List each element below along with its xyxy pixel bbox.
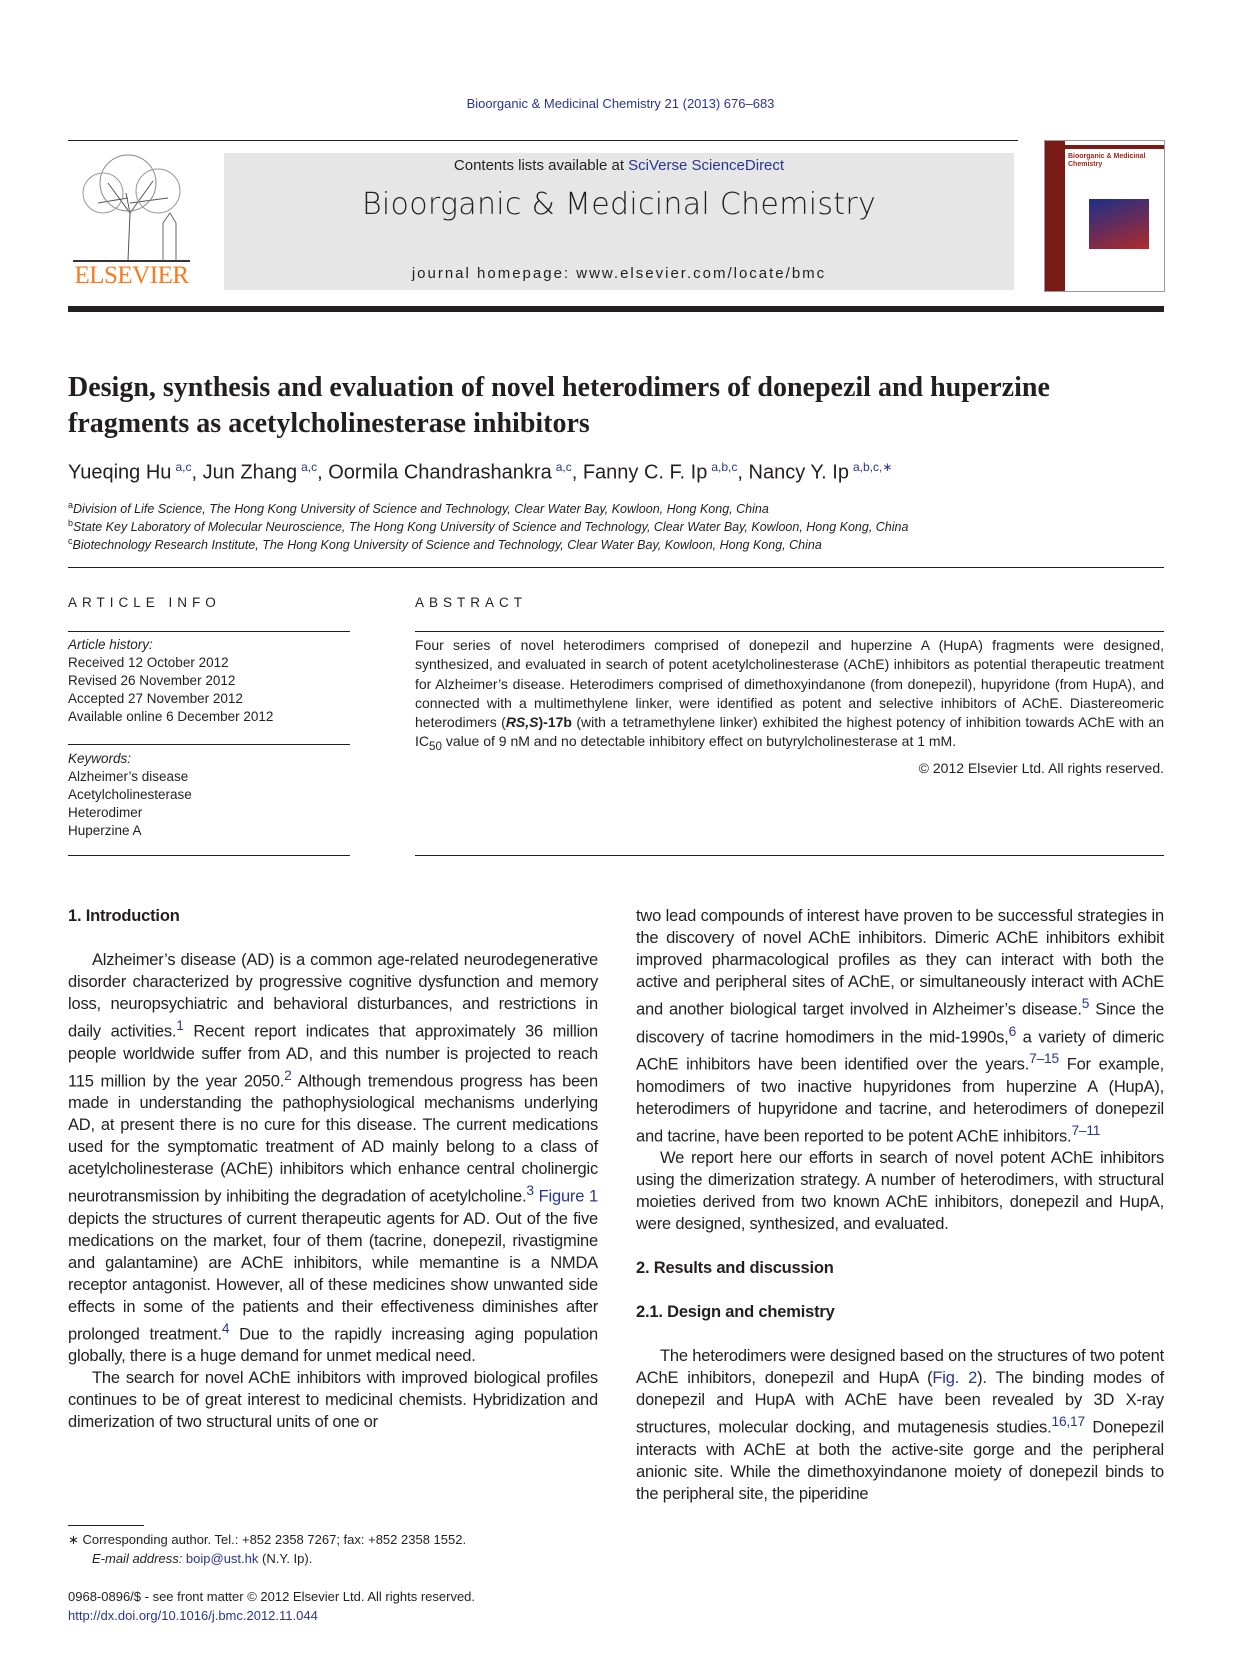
- spacer: [68, 1433, 598, 1525]
- article-history: [68, 636, 350, 726]
- text: a variety of dimeric AChE inhibitors have been identified over the years.: [636, 1028, 1164, 1074]
- affiliation-sup: a: [68, 500, 74, 510]
- text: two lead compounds of interest have proven to be successful strategies in the discovery of novel AChE inhibitors. Dimeric AChE inhibitors exhibit improved pharmacological profiles as they can interact with both the active and peripheral sites of AChE, or simultaneously interact with AChE and another biological target involved in Alzheimer’s disease.: [636, 907, 1164, 1019]
- corresponding-author: ∗ Corresponding author. Tel.: +852 2358 7267; fax: +852 2358 1552.: [68, 1532, 467, 1547]
- figure-link[interactable]: Figure 1: [538, 1187, 598, 1206]
- divider: [68, 567, 1164, 568]
- affiliation-text: Biotechnology Research Institute, The Hong Kong University of Science and Technology, Clear Water Bay, Kowloon, Hong Kong, China: [72, 538, 822, 553]
- paragraph: We report here our efforts in search of novel potent AChE inhibitors using the dimerization strategy. A number of heterodimers, with structural moieties derived from two known AChE inhibitors, donepezil and HupA, were designed, synthesized, and evaluated.: [636, 1149, 1164, 1233]
- affiliation-text: Division of Life Science, The Hong Kong University of Science and Technology, Clear Water Bay, Kowloon, Hong Kong, China: [73, 502, 769, 517]
- author: Nancy Y. Ip: [748, 461, 849, 484]
- abstract-heading: ABSTRACT: [415, 595, 528, 610]
- journal-title: Bioorganic & Medicinal Chemistry: [361, 187, 877, 222]
- journal-citation[interactable]: Bioorganic & Medicinal Chemistry 21 (2013) 676–683: [466, 96, 775, 111]
- abstract-text: Four series of novel heterodimers comprised of donepezil and huperzine A (HupA) fragments were designed, synthesized, and evaluated in search of potent acetylcholinesterase (AChE) inhibitors as potential therapeutic treatment for Alzheimer’s disease. Heterodimers comprised of dimethoxyindanone (from donepezil), hupyridone (from HupA), and connected with a multimethylene linker, were identified as potent and selective inhibitors of AChE. Diastereomeric heterodimers (: [415, 637, 1164, 731]
- text: Since the discovery of tacrine homodimers in the mid-1990s,: [636, 1000, 1164, 1046]
- page-footer: [68, 1587, 628, 1625]
- contents-line: [224, 157, 1014, 174]
- text: Alzheimer’s disease (AD) is a common age-related neurodegenerative disorder characterized by progressive cognitive dysfunction and memory loss, neuropsychiatric and behavioral disturbances, and restrictions in daily activities.: [68, 951, 598, 1041]
- author-affiliation-sup[interactable]: a,c: [175, 460, 192, 474]
- tree-icon: [68, 153, 195, 263]
- article-title: Design, synthesis and evaluation of novel heterodimers of donepezil and huperzine fragments as acetylcholinesterase inhibitors: [68, 372, 1050, 439]
- keyword: Huperzine A: [68, 823, 142, 838]
- citation-link[interactable]: 1: [176, 1018, 184, 1033]
- text: ). The binding modes of donepezil and HupA with AChE have been revealed by 3D X-ray structures, molecular docking, and mutagenesis studies.: [636, 1369, 1164, 1437]
- author-affiliation-sup[interactable]: a,c: [301, 460, 318, 474]
- author: Yueqing Hu: [68, 461, 172, 484]
- intro-heading: 1. Introduction: [68, 907, 180, 925]
- article-info-heading: ARTICLE INFO: [68, 595, 221, 610]
- paragraph: [636, 905, 1164, 1147]
- affiliation-sup: b: [68, 518, 74, 528]
- compound-stereo: RS,S: [505, 714, 539, 731]
- design-subheading: 2.1. Design and chemistry: [636, 1303, 835, 1321]
- paragraph: The search for novel AChE inhibitors with improved biological profiles continues to be of great interest to medicinal chemists. Hybridization and dimerization of two structural units of one or: [68, 1369, 598, 1431]
- citation-link[interactable]: 16,17: [1051, 1414, 1085, 1429]
- figure-link[interactable]: Fig. 2: [932, 1369, 978, 1387]
- divider: [68, 744, 350, 745]
- author: Fanny C. F. Ip: [582, 461, 708, 484]
- text: Donepezil interacts with AChE at both the active-site gorge and the peripheral anionic site. While the dimethoxyindanone moiety of donepezil binds to the peripheral site, the piperidine: [636, 1418, 1165, 1503]
- citation-link[interactable]: 6: [1008, 1023, 1017, 1039]
- text: depicts the structures of current therapeutic agents for AD. Out of the five medications on the market, four of them (tacrine, donepezil, rivastigmine and galantamine) are AChE inhibitors, while memantine is a NMDA receptor antagonist. However, all of these medicines show unwanted side effects in some of the patients and their effectiveness diminishes after prolonged treatment.: [68, 1209, 598, 1343]
- affiliation: [68, 518, 908, 534]
- author-affiliation-sup[interactable]: a,b,c,∗: [852, 460, 893, 474]
- affiliation: [68, 536, 822, 552]
- text: Recent report indicates that approximately 36 million people worldwide suffer from AD, and this number is projected to reach 115 million by the year 2050.: [68, 1022, 598, 1090]
- abstract-text: value of 9 nM and no detectable inhibitory effect on butyrylcholinesterase at 1 mM.: [441, 733, 957, 750]
- citation-link[interactable]: 2: [284, 1067, 292, 1083]
- ic50-subscript: 50: [429, 740, 442, 754]
- email-suffix: (N.Y. Ip).: [258, 1551, 313, 1566]
- citation-link[interactable]: 4: [221, 1320, 230, 1336]
- email-label: E-mail address:: [92, 1551, 186, 1566]
- abstract-text: (with a tetramethylene linker) exhibited the highest potency of inhibition towards AChE with an IC: [415, 714, 1164, 750]
- history-item: Available online 6 December 2012: [68, 709, 274, 724]
- doi-link[interactable]: http://dx.doi.org/10.1016/j.bmc.2012.11.044: [68, 1608, 318, 1623]
- divider: [68, 631, 350, 632]
- text: The heterodimers were designed based on the structures of two potent AChE inhibitors, donepezil and HupA (: [636, 1347, 1164, 1387]
- author-affiliation-sup[interactable]: a,b,c: [711, 460, 738, 474]
- compound-id: )-17b: [538, 714, 572, 731]
- divider: [415, 855, 1164, 856]
- keywords-label: Keywords:: [68, 751, 132, 766]
- top-rule: [68, 140, 1018, 141]
- abstract-body: [415, 636, 1164, 778]
- citation-link[interactable]: 7–15: [1029, 1051, 1059, 1066]
- paragraph: [68, 949, 598, 1367]
- history-item: Revised 26 November 2012: [68, 673, 236, 688]
- keyword: Acetylcholinesterase: [68, 787, 192, 802]
- elsevier-logo[interactable]: [68, 153, 195, 290]
- text: Due to the rapidly increasing aging population globally, there is a huge demand for unmet medical need.: [68, 1325, 599, 1365]
- cover-image: [1089, 199, 1149, 249]
- journal-cover[interactable]: [1044, 140, 1165, 292]
- divider: [68, 855, 350, 856]
- elsevier-wordmark: ELSEVIER: [74, 262, 189, 289]
- contents-prefix: Contents lists available at: [453, 157, 629, 174]
- author: Oormila Chandrashankra: [328, 461, 552, 484]
- history-item: Received 12 October 2012: [68, 655, 229, 670]
- email-link[interactable]: boip@ust.hk: [185, 1551, 259, 1566]
- text: For example, homodimers of two inactive hupyridones from huperzine A (HupA), heterodimers of hupyridone and tacrine, and heterodimers of donepezil and tacrine, have been reported to be potent AChE inhibitors.: [636, 1055, 1164, 1145]
- right-column: [636, 905, 1164, 1505]
- divider: [415, 631, 1164, 632]
- keyword: Alzheimer’s disease: [68, 769, 189, 784]
- author-affiliation-sup[interactable]: a,c: [555, 460, 572, 474]
- affiliation-text: State Key Laboratory of Molecular Neuroscience, The Hong Kong University of Science and Technology, Clear Water Bay, Kowloon, Hong Kong, China: [73, 520, 909, 535]
- left-column: [68, 905, 598, 1625]
- journal-homepage-link[interactable]: journal homepage: www.elsevier.com/locate/bmc: [411, 265, 827, 282]
- abstract-copyright: © 2012 Elsevier Ltd. All rights reserved.: [918, 759, 1164, 776]
- keywords: [68, 750, 350, 840]
- thick-rule: [68, 306, 1164, 312]
- text: Although tremendous progress has been made in understanding the pathophysiological mechanisms underlying AD, at present there is no cure for this disease. The current medications used for the symptomatic treatment of AD mainly belong to a class of acetylcholinesterase (AChE) inhibitors which enhance central cholinergic neurotransmission by inhibiting the degradation of acetylcholine.: [68, 1072, 598, 1206]
- history-item: Accepted 27 November 2012: [68, 691, 243, 706]
- issn-line: 0968-0896/$ - see front matter © 2012 Elsevier Ltd. All rights reserved.: [68, 1589, 476, 1604]
- cover-title: Bioorganic & Medicinal Chemistry: [1068, 153, 1146, 168]
- journal-masthead: [224, 153, 1014, 290]
- citation-link[interactable]: 5: [1081, 996, 1090, 1011]
- affiliation-sup: c: [68, 536, 73, 546]
- author-list: Yueqing Hu $^{a,c}$, Jun Zhang $^{a,c}$, Oormila Chandrashankra $^{a,c}$, Fanny C. F. Ip $^{a,b,c}$, Nancy Y. Ip $^{a,b,c,∗}$: [68, 460, 893, 484]
- results-heading: 2. Results and discussion: [636, 1259, 834, 1277]
- affiliation: [68, 500, 769, 516]
- sciencedirect-link[interactable]: SciVerse ScienceDirect: [628, 157, 785, 174]
- history-label: Article history:: [68, 637, 153, 652]
- cover-bar: [1065, 145, 1164, 149]
- citation-link[interactable]: 7–11: [1071, 1122, 1101, 1138]
- author: Jun Zhang: [202, 461, 298, 484]
- keyword: Heterodimer: [68, 805, 143, 820]
- cover-spine: [1045, 141, 1065, 291]
- footnote: [68, 1530, 598, 1568]
- footnote-rule: [68, 1525, 144, 1526]
- paragraph: [636, 1345, 1164, 1505]
- citation-link[interactable]: 3: [526, 1183, 534, 1198]
